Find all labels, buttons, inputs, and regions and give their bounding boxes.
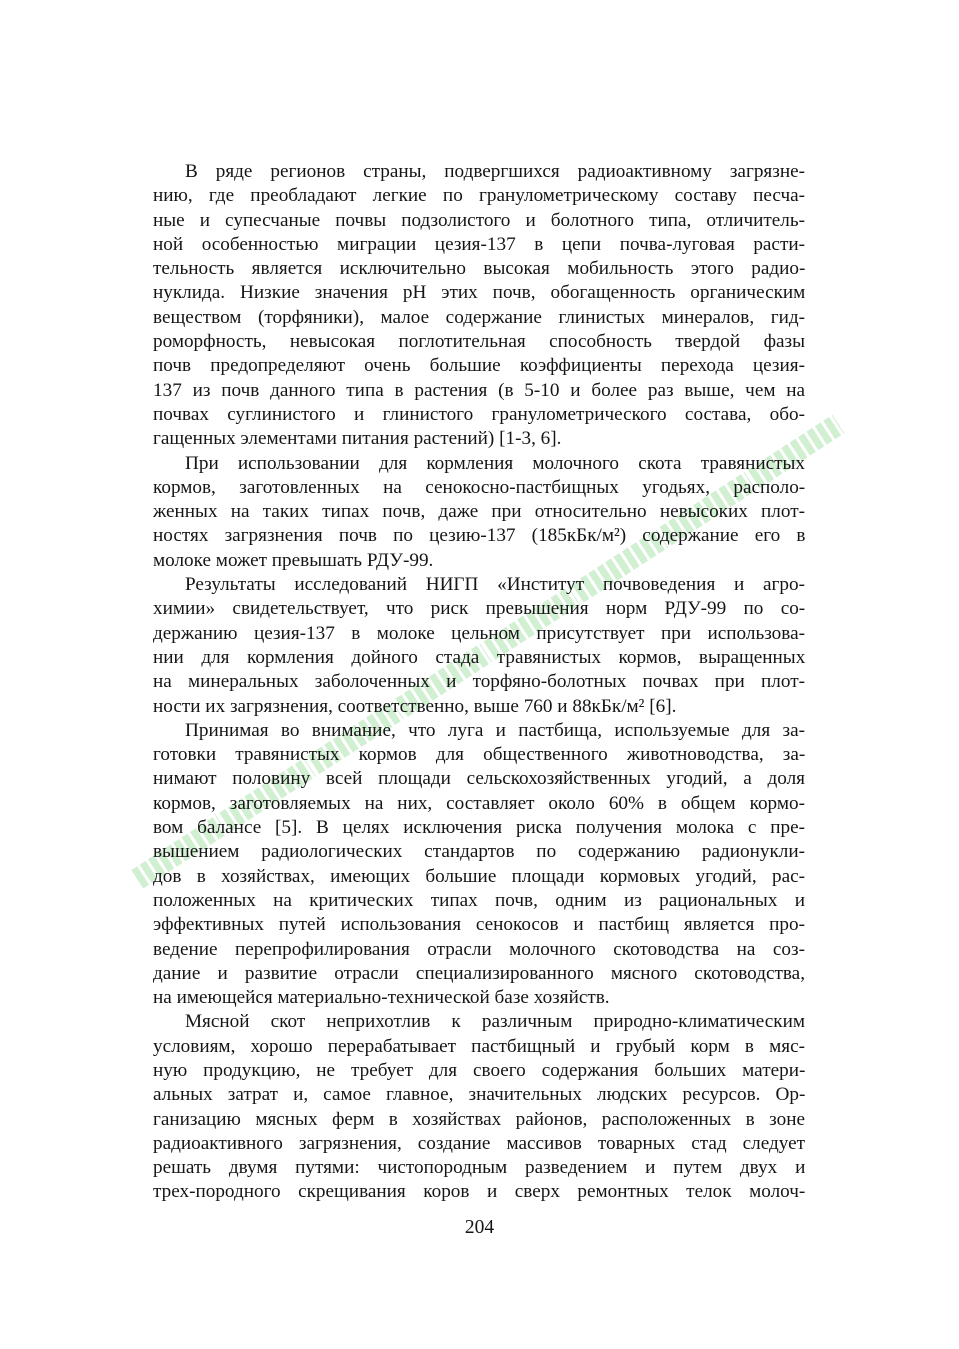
text-line: готовки травянистых кормов для общественного животноводства, за- (153, 744, 806, 766)
text-line: Результаты исследований НИГП «Институт почвоведения и агро- (185, 574, 805, 596)
body-text (153, 160, 805, 1205)
text-line: условиям, хорошо перерабатывает пастбищный и грубый корм в мяс- (153, 1035, 806, 1057)
text-line: радиоактивного загрязнения, создание массивов товарных стад следует (153, 1132, 805, 1154)
text-line: ную продукцию, не требует для своего содержания больших матери- (153, 1059, 806, 1081)
text-line: ведение перепрофилирования отрасли молочного скотоводства на соз- (153, 938, 805, 960)
text-line: кормов, заготовленных на сенокосно-пастбищных угодьях, располо- (153, 476, 806, 498)
text-line: нию, где преобладают легкие по гранулометрическому составу песча- (153, 185, 806, 207)
text-line: нуклида. Низкие значения pH этих почв, обогащенность органическим (153, 282, 806, 304)
paragraph-2 (153, 452, 805, 573)
text-line: Мясной скот неприхотлив к различным природно-климатическим (185, 1011, 805, 1033)
text-line: почвах суглинистого и глинистого гранулометрического состава, обо- (153, 403, 805, 425)
text-line: дание и развитие отрасли специализированного мясного скотоводства, (153, 962, 805, 984)
page-number: 204 (464, 1217, 495, 1238)
text-line: гащенных элементами питания растений) [1-3, 6]. (153, 428, 562, 450)
text-line: нимают половину всей площади сельскохозяйственных угодий, а доля (153, 768, 805, 790)
text-line: вом балансе [5]. В целях исключения риска получения молока с пре- (153, 817, 805, 839)
text-line: ностях загрязнения почв по цезию-137 (185кБк/м²) содержание его в (153, 525, 806, 547)
text-line: ные и супесчаные почвы подзолистого и болотного типа, отличитель- (153, 209, 805, 231)
paragraph-4 (153, 719, 805, 1011)
text-line: В ряде регионов страны, подвергшихся радиоактивному загрязне- (185, 161, 805, 182)
text-line: кормов, заготовляемых на них, составляет около 60% в общем кормо- (153, 792, 805, 814)
text-line: решать двумя путями: чистопородным разведением и путем двух и (153, 1157, 806, 1179)
text-line: нии для кормления дойного стада травянистых кормов, выращенных (153, 646, 806, 668)
text-line: на имеющейся материально-технической базе хозяйств. (153, 987, 610, 1009)
text-line: Принимая во внимание, что луга и пастбища, используемые для за- (185, 719, 805, 741)
text-line: роморфность, невысокая поглотительная способность твердой фазы (153, 331, 805, 353)
text-line: При использовании для кормления молочного скота травянистых (185, 452, 805, 474)
text-line: вышением радиологических стандартов по содержанию радионукли- (153, 841, 805, 863)
text-line: ганизацию мясных ферм в хозяйствах районов, расположенных в зоне (153, 1108, 805, 1130)
text-line: ности их загрязнения, соответственно, выше 760 и 88кБк/м² [6]. (153, 695, 677, 717)
text-line: на минеральных заболоченных и торфяно-болотных почвах при плот- (153, 671, 805, 693)
text-line: почв предопределяют очень большие коэффициенты перехода цезия- (153, 355, 805, 377)
paragraph-3 (153, 573, 805, 719)
text-line: 137 из почв данного типа в растения (в 5-10 и более раз выше, чем на (153, 379, 806, 401)
text-line: ной особенностью миграции цезия-137 в цепи почва-луговая расти- (153, 233, 805, 255)
text-line: тельность является исключительно высокая мобильность этого радио- (153, 258, 806, 280)
text-line: положенных на критических типах почв, одним из рациональных и (153, 889, 805, 911)
text-line: веществом (торфяники), малое содержание глинистых минералов, гид- (153, 306, 805, 328)
text-line: женных на таких типах почв, даже при относительно невысоких плот- (153, 501, 805, 523)
text-line: эффективных путей использования сенокосов и пастбищ является про- (153, 914, 805, 936)
paragraph-5 (153, 1010, 805, 1204)
text-line: дов в хозяйствах, имеющих большие площади кормовых угодий, рас- (153, 865, 805, 887)
text-line: трех-породного скрещивания коров и сверх ремонтных телок молоч- (153, 1181, 806, 1203)
text-line: держанию цезия-137 в молоке цельном присутствует при использова- (153, 622, 805, 644)
text-line: альных затрат и, самое главное, значительных людских ресурсов. Ор- (153, 1084, 806, 1106)
text-line: химии» свидетельствует, что риск превышения норм РДУ-99 по со- (153, 598, 806, 620)
text-line: молоке может превышать РДУ-99. (153, 549, 434, 571)
paragraph-1 (153, 160, 805, 452)
